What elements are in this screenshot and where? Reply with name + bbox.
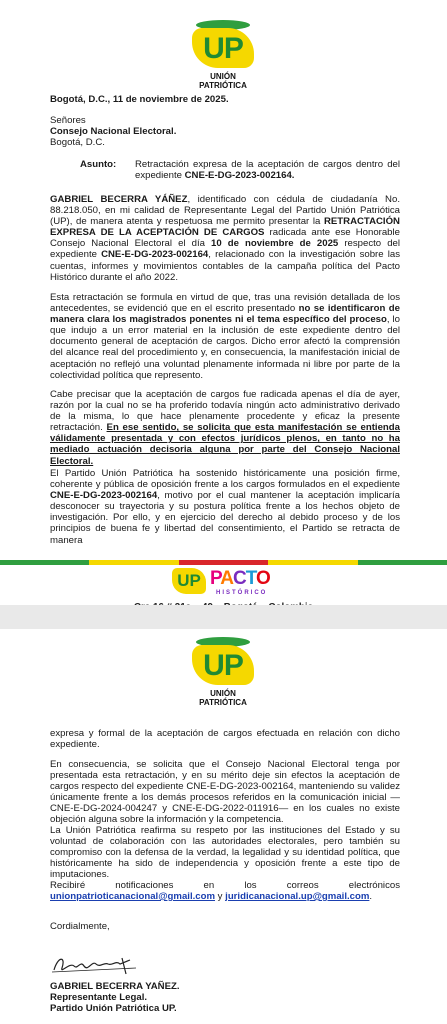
recipient-block: Señores Consejo Nacional Electoral. Bogotá, D.C.	[50, 115, 177, 149]
up-logo: UP UNIÓN PATRIÓTICA	[190, 26, 256, 90]
footer-logos: UP PACTO HISTÓRICO	[172, 568, 282, 598]
notifications-line: Recibiré notificaciones en los correos electrónicos	[50, 880, 400, 891]
paragraph-1: GABRIEL BECERRA YÁÑEZ, identificado con cédula de ciudadanía No. 88.218.050, en mi calidad de Representante Legal del Partido Unión Patriótica (UP), de manera atenta y respetuosa me permito presentar la RETRACTACIÓN EXPRESA DE LA ACEPTACIÓN DE CARGOS radicada ante ese Honorable Consejo Nacional Electoral el día 10 de noviembre de 2025 respecto del expediente CNE-E-DG-2023-002164, relacionado con la investigación sobre las cuentas, informes y movimientos contables de la campaña política del Pacto Histórico durante el año 2022.	[50, 194, 400, 283]
subject-label: Asunto:	[80, 159, 117, 170]
up-logo-page2: UP UNIÓN PATRIÓTICA	[190, 643, 256, 707]
paragraph-6: En consecuencia, se solicita que el Consejo Nacional Electoral tenga por presentada esta retractación, y en su mérito deje sin efectos la aceptación de cargos respecto del expediente CNE-E-DG-2023-002164, manteniendo su validez únicamente frente a los demás procesos referidos en la comunicación inicial —CNE-E-DG-2024-004247 y CNE-E-DG-2022-011916— en los cuales no existe objeción alguna sobre la información y la competencia.	[50, 759, 400, 826]
paragraph-2: Esta retractación se formula en virtud de que, tras una revisión detallada de los antecedentes, se evidenció que en el escrito presentado no se identificaron de manera clara los magistrados ponentes ni el tema específico del proceso, lo que indujo a un error material en la inclusión de este expediente dentro del documento general de aceptación de cargos. Dicho error afectó la comprensión del alcance real del procedimiento y, en consecuencia, la manifestación inicial de aceptación no reflejó una voluntad plenamente informada ni libre por parte de la colectividad política que represento.	[50, 292, 400, 381]
page-separator	[0, 605, 447, 629]
date-line: Bogotá, D.C., 11 de noviembre de 2025.	[50, 94, 229, 105]
paragraph-3: Cabe precisar que la aceptación de cargos fue radicada apenas el día de ayer, razón por la cual no se ha proferido todavía ningún acto administrativo derivado de la misma, lo que hace plenamente procedente y eficaz la presente retractación. En ese sentido, se solicita que esta manifestación se entienda válidamente presentada y con efectos jurídicos plenos, en tanto no ha mediado actuación decisoria alguna por parte del Consejo Nacional Electoral.	[50, 389, 400, 467]
paragraph-7: La Unión Patriótica reafirma su respeto por las instituciones del Estado y su voluntad de colaboración con las autoridades electorales, pero también su compromiso con la defensa de la verdad, la legalidad y su identidad política, que históricamente ha sido de independencia y oposición frente a este tipo de imputaciones.	[50, 825, 400, 881]
signer-block	[50, 981, 400, 1014]
email-link-1[interactable]: unionpatrioticanacional@gmail.com	[50, 891, 216, 902]
paragraph-4: El Partido Unión Patriótica ha sostenido históricamente una posición firme, coherente y pública de oposición frente a los cargos formulados en el expediente CNE-E-DG-2023-002164, motivo por el cual mantener la aceptación implicaría desconocer su trayectoria y su postura política frente a los hechos objeto de investigación. Por ello, y en ejercicio del derecho al debido proceso y de los principios de buena fe y libertad del consentimiento, el Partido se retracta de manera	[50, 468, 400, 546]
paragraph-5: expresa y formal de la aceptación de cargos efectuada en relación con dicho expediente.	[50, 728, 400, 751]
signer-party: Partido Unión Patriótica UP.	[50, 1003, 177, 1015]
pacto-historico-logo: PACTO	[210, 568, 270, 589]
logo-name: UNIÓN PATRIÓTICA	[199, 72, 247, 90]
footer-color-strip	[0, 560, 447, 565]
signer-role: Representante Legal.	[50, 992, 148, 1004]
notifications-emails: unionpatrioticanacional@gmail.com y juridicanacional.up@gmail.com.	[50, 891, 373, 902]
footer-up-logo: UP	[172, 568, 206, 594]
signature-image	[50, 952, 140, 980]
email-link-2[interactable]: juridicanacional.up@gmail.com	[225, 891, 370, 902]
signer-name: GABRIEL BECERRA YAÑEZ.	[50, 981, 180, 992]
closing: Cordialmente,	[50, 921, 110, 932]
subject-text: Retractación expresa de la aceptación de cargos dentro del expediente CNE-E-DG-2023-002164.	[135, 159, 400, 182]
